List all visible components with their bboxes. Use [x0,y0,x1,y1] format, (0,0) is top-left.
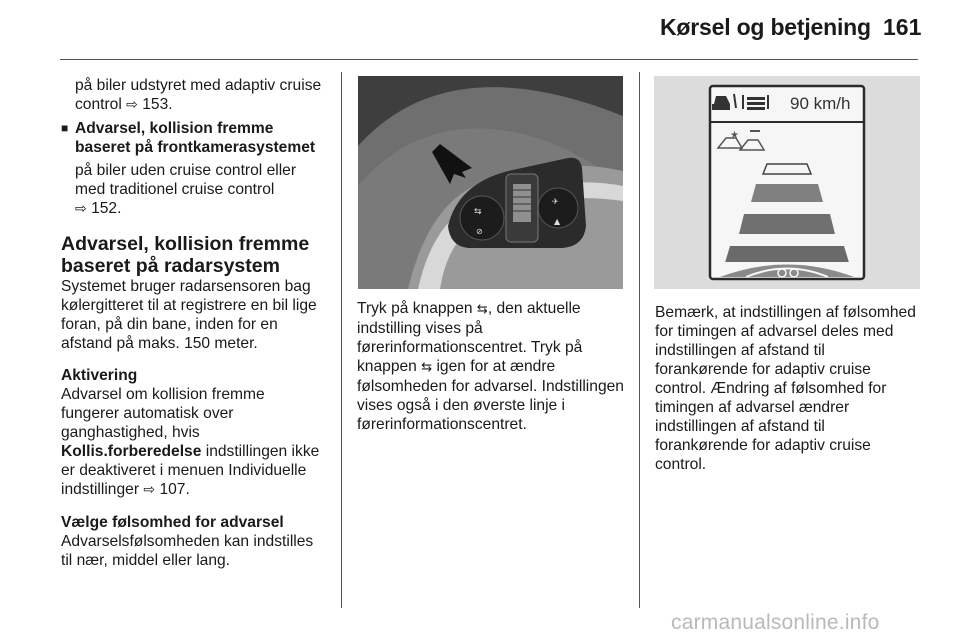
column-divider-2 [639,72,640,608]
column-3 [655,303,920,474]
header-divider [60,59,918,60]
bullet-text: på biler uden cruise control eller med traditionel cruise control ⇨ 152. [75,162,297,217]
note-paragraph: Bemærk, at indstillingen af følsomhed for timingen af advarsel deles med indstillingen af afstand til forankørende for adaptiv cruise control. Ændring af følsomhed for timingen af advarsel ændrer indstillingen af afstand til forankørende for adaptiv cruise control. [655,304,916,473]
intro-paragraph: på biler udstyret med adaptiv cruise control ⇨ 153. [75,77,322,113]
setting-name: Kollis.forberedelse [61,443,202,460]
svg-text:⊘: ⊘ [476,227,483,236]
column-2 [357,299,625,434]
watermark: carmanualsonline.info [671,611,880,634]
bullet-frontcamera: ■ Advarsel, kollision fremme baseret på frontkamerasystemet [61,120,316,156]
distance-button-icon: ⇆ [421,360,433,375]
page-ref-icon: ⇨ [126,97,138,113]
svg-text:▲: ▲ [554,217,561,226]
page-header-title: Kørsel og betjening [660,14,871,40]
svg-text:★: ★ [730,130,739,141]
activation-paragraph: Advarsel om kollision fremme fungerer automatisk over ganghastighed, hvis Kollis.forberedelse indstillingen ikke er deaktiveret i menuen Individuelle indstillinger ⇨ 107. [61,386,320,498]
heading-activation: Aktivering [61,367,138,384]
bullet-square-icon: ■ [61,121,69,135]
steering-wheel-figure [358,76,623,289]
section-paragraph: Systemet bruger radarsensoren bag kølergitteret til at registrere en bil lige foran, på din bane, inden for en afstand på maks. 150 meter. [61,278,317,352]
heading-sensitivity: Vælge følsomhed for advarsel [61,514,284,531]
driver-info-display [654,76,920,289]
steering-wheel-illustration [358,76,623,289]
distance-button-icon: ⇆ [476,302,488,317]
sensitivity-paragraph: Advarselsfølsomheden kan indstilles til nær, middel eller lang. [61,533,314,569]
svg-text:⇆: ⇆ [474,207,482,217]
display-figure [654,76,920,289]
page-ref-icon: ⇨ [143,482,156,498]
svg-text:✈: ✈ [552,197,559,206]
speed-readout: 90 km/h [790,94,851,113]
section-heading-radar: Advarsel, kollision fremme baseret på radarsystem [61,233,310,277]
column-divider-1 [341,72,342,608]
page-ref-icon: ⇨ [75,201,87,217]
page-number: 161 [883,14,922,40]
button-instruction-paragraph: Tryk på knappen ⇆, den aktuelle indstilling vises på førerinformationscentret. Tryk på knappen ⇆ igen for at ændre følsomheden for advarsel. Indstillingen vises også i den øverste linje i førerinformationscentret. [357,300,624,433]
column-1 [61,76,327,570]
